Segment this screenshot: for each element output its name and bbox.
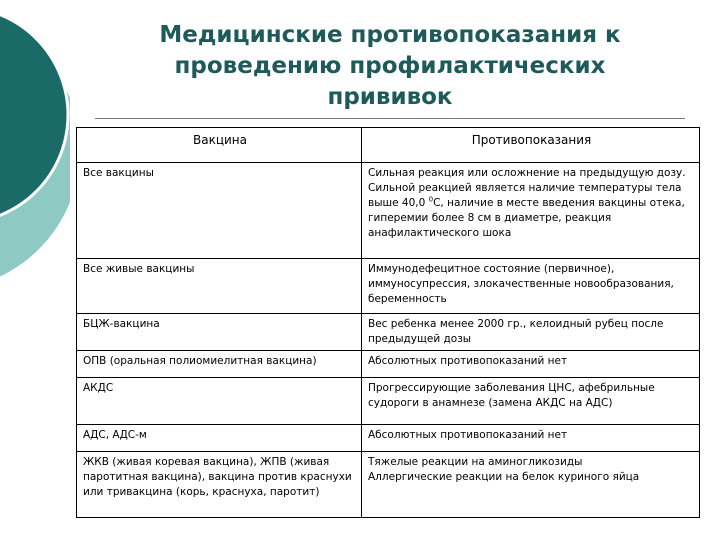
column-header-contraindications: Противопоказания <box>362 128 700 163</box>
vaccine-cell: БЦЖ-вакцина <box>77 314 362 351</box>
contraindications-table <box>76 127 700 518</box>
title-divider <box>95 118 685 119</box>
title-line-2: проведению профилактических <box>174 53 606 79</box>
vaccine-cell: Все живые вакцины <box>77 259 362 314</box>
contraindication-cell: Сильная реакция или осложнение на предыдущую дозу. Сильной реакцией является наличие температуры тела выше 40,0 $^0$С, наличие в месте введения вакцины отека, гиперемии более 8 см в диаметре, реакция анафилактического шока <box>362 163 700 259</box>
contraindication-cell: Абсолютных противопоказаний нет <box>362 425 700 452</box>
contraindication-cell: Тяжелые реакции на аминогликозиды Аллергические реакции на белок куриного яйца <box>362 452 700 518</box>
table-row <box>77 425 700 452</box>
contraindication-cell: Абсолютных противопоказаний нет <box>362 351 700 378</box>
contraindication-cell: Иммунодефецитное состояние (первичное), иммуносупрессия, злокачественные новообразования, беременность <box>362 259 700 314</box>
table-row <box>77 163 700 259</box>
page-title <box>120 20 660 113</box>
title-line-3: прививок <box>327 84 453 110</box>
table-row <box>77 351 700 378</box>
vaccine-cell: АДС, АДС-м <box>77 425 362 452</box>
decorative-circles <box>0 0 70 300</box>
table-row <box>77 452 700 518</box>
column-header-vaccine: Вакцина <box>77 128 362 163</box>
contraindication-cell: Вес ребенка менее 2000 гр., келоидный рубец после предыдущей дозы <box>362 314 700 351</box>
vaccine-cell: ОПВ (оральная полиомиелитная вакцина) <box>77 351 362 378</box>
vaccine-cell: АКДС <box>77 378 362 425</box>
contraindication-cell: Прогрессирующие заболевания ЦНС, афебрильные судороги в анамнезе (замена АКДС на АДС) <box>362 378 700 425</box>
vaccine-cell: Все вакцины <box>77 163 362 259</box>
vaccine-cell: ЖКВ (живая коревая вакцина), ЖПВ (живая паротитная вакцина), вакцина против краснухи или тривакцина (корь, краснуха, паротит) <box>77 452 362 518</box>
title-line-1: Медицинские противопоказания к <box>159 22 621 48</box>
table-header-row <box>77 128 700 163</box>
table-row <box>77 259 700 314</box>
table-row <box>77 314 700 351</box>
table-row <box>77 378 700 425</box>
